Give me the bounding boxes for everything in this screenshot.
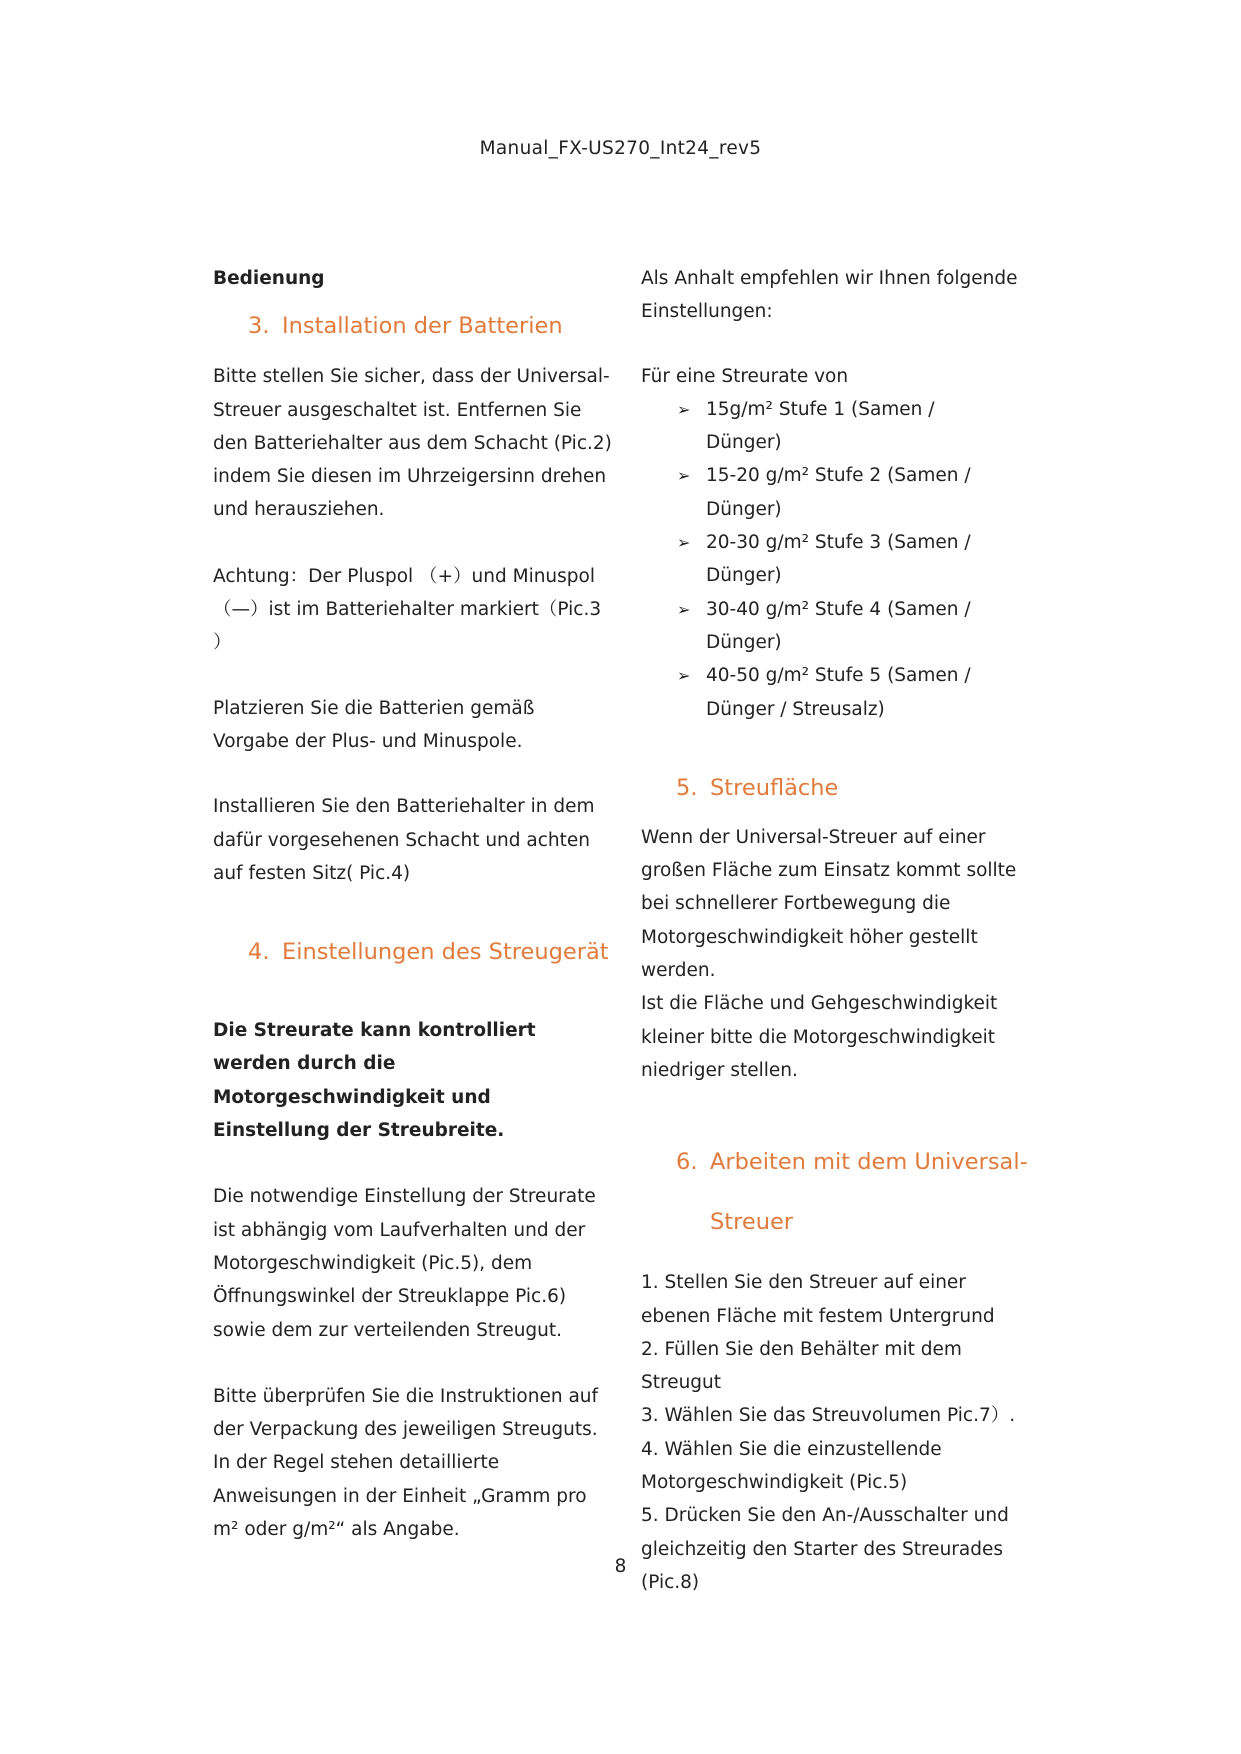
polarity-line-2: （—）ist im Batteriehalter markiert（Pic.3 [213,599,602,621]
steps-list [641,1266,1036,1599]
heading-streuflaeche [676,772,1036,805]
heading-title: Einstellungen des Streugerät [282,939,609,966]
list-item: ➢ 20-30 g/m² Stufe 3 (Samen / Dünger) [641,526,1036,593]
paragraph-check-instructions: Bitte überprüfen Sie die Instruktionen auf der Verpackung des jeweiligen Streuguts. In der Regel stehen detaillierte Anweisungen in der Einheit „Gramm pro m² oder g/m²“ als Angabe. [213,1385,599,1541]
list-item: ➢ 40-50 g/m² Stufe 5 (Samen / Dünger / Streusalz) [641,659,1036,726]
paragraph-small-area: Ist die Fläche und Gehgeschwindigkeit kleiner bitte die Motorgeschwindigkeit niedriger stellen. [641,993,998,1081]
arrow-bullet-icon: ➢ [677,399,691,419]
paragraph-place-batteries: Platzieren Sie die Batterien gemäß Vorgabe der Plus- und Minuspole. [213,697,535,752]
heading-installation-batterien [248,310,613,343]
polarity-line-3: ） [213,632,232,654]
heading-title: Installation der Batterien [282,313,563,340]
arrow-bullet-icon: ➢ [677,666,691,686]
list-item: 4. Wählen Sie die einzustellende Motorgeschwindigkeit (Pic.5) [641,1438,942,1494]
paragraph-streurate-setting: Die notwendige Einstellung der Streurate ist abhängig vom Laufverhalten und der Motorgeschwindigkeit (Pic.5), dem Öffnungswinkel der Streuklappe Pic.6) sowie dem zur verteilenden Streugut. [213,1186,596,1341]
document-header-title: Manual_FX-US270_Int24_rev5 [479,138,762,159]
heading-number: 5. [676,774,698,801]
paragraph-large-area: Wenn der Universal-Streuer auf einer großen Fläche zum Einsatz kommt sollte bei schnellerer Fortbewegung die Motorgeschwindigkeit höher gestellt werden. [641,826,1017,982]
streurate-list [641,393,1036,726]
list-item: 1. Stellen Sie den Streuer auf einer ebenen Fläche mit festem Untergrund [641,1272,995,1327]
list-item: ➢ 15g/m² Stufe 1 (Samen / Dünger) [641,393,1036,460]
list-item: ➢ 30-40 g/m² Stufe 4 (Samen / Dünger) [641,593,1036,660]
paragraph-recommendation-intro: Als Anhalt empfehlen wir Ihnen folgende Einstellungen: [641,268,1018,323]
paragraph-install-holder: Installieren Sie den Batteriehalter in dem dafür vorgesehenen Schacht und achten auf festen Sitz( Pic.4) [213,796,595,884]
heading-einstellungen [248,936,613,969]
heading-number: 3. [248,313,270,340]
arrow-bullet-icon: ➢ [677,533,691,553]
page-number: 8 [614,1556,627,1577]
heading-line-2: Streuer [710,1209,794,1236]
paragraph-switch-off: Bitte stellen Sie sicher, dass der Universal-Streuer ausgeschaltet ist. Entfernen Sie den Batteriehalter aus dem Schacht (Pic.2) indem Sie diesen im Uhrzeigersinn drehen und herausziehen. [213,366,612,521]
arrow-bullet-icon: ➢ [677,599,691,619]
polarity-line-1: Achtung：Der Pluspol （+）und Minuspol [213,565,595,587]
right-column [641,262,1036,1599]
heading-number: 6. [676,1149,698,1176]
paragraph-streurate-bold: Die Streurate kann kontrolliert werden durch die Motorgeschwindigkeit und Einstellung der Streubreite. [213,1020,536,1142]
heading-title: Arbeiten mit dem Universal- [710,1149,1028,1176]
list-item: 5. Drücken Sie den An-/Ausschalter und gleichzeitig den Starter des Streurades (Pic.8) [641,1505,1009,1593]
list-item: ➢ 15-20 g/m² Stufe 2 (Samen / Dünger) [641,459,1036,526]
arrow-bullet-icon: ➢ [677,466,691,486]
heading-line-1 [676,1132,1036,1192]
left-column [213,262,613,1546]
list-item: 2. Füllen Sie den Behälter mit dem Streugut [641,1338,962,1394]
heading-arbeiten [676,1132,1036,1252]
heading-title: Streufläche [710,774,839,801]
heading-number: 4. [248,939,270,966]
list-item: 3. Wählen Sie das Streuvolumen Pic.7）. [641,1405,1016,1427]
paragraph-polarity [213,560,613,660]
section-label-bedienung: Bedienung [213,268,325,289]
streurate-label: Für eine Streurate von [641,365,849,387]
